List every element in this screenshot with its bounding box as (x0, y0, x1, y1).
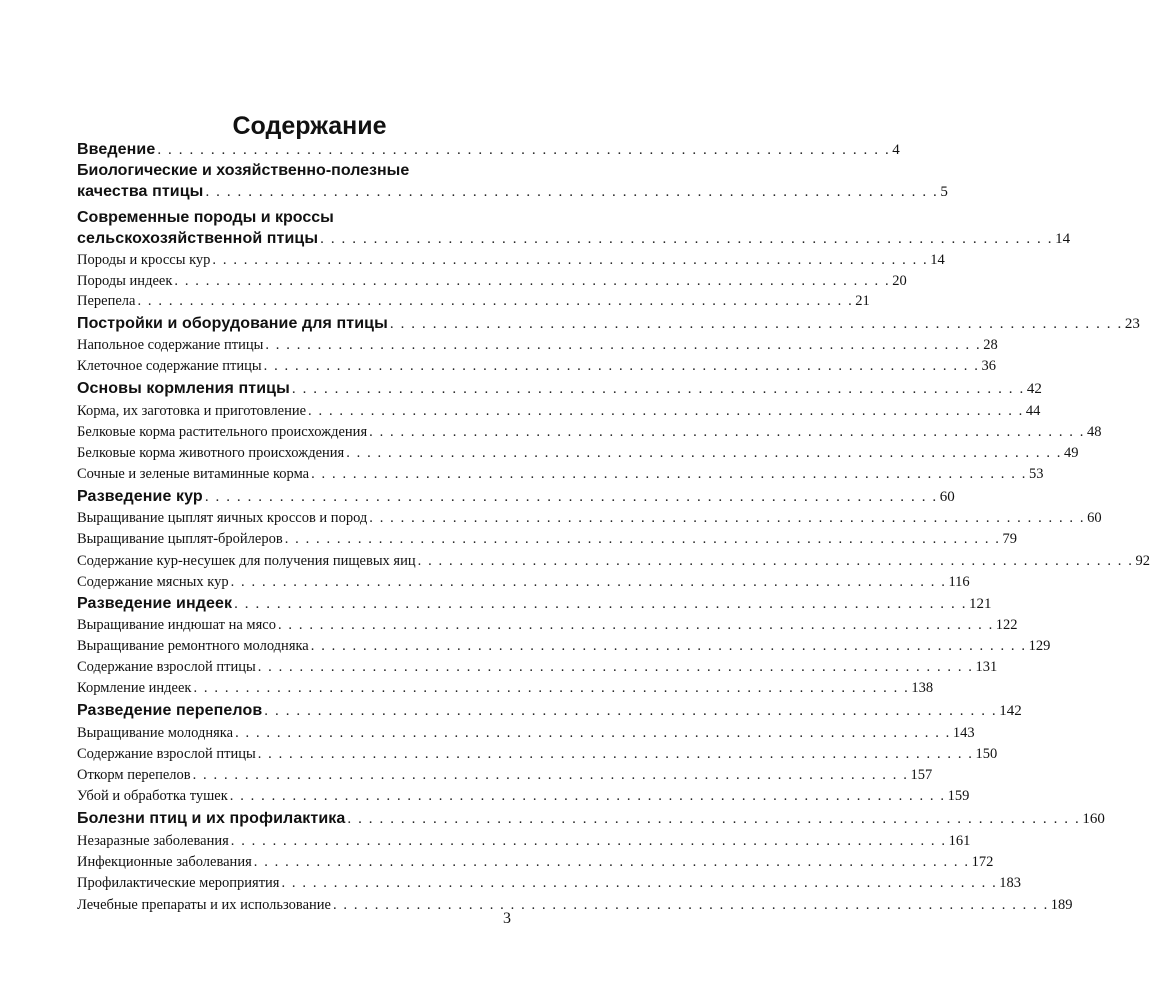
toc-subsection-entry[interactable] (77, 680, 934, 697)
toc-entry-title: Напольное содержание птицы (77, 337, 264, 353)
toc-section-entry[interactable] (77, 230, 1071, 248)
dot-leader: . . . . . . . . . . . . . . . . . . . . . . . . . . . . . . . . . . . . . . . . . . . . . . . . . . . . . . . . . . . . . . . . . . . . . (389, 316, 1123, 332)
toc-entry-page: 14 (1055, 231, 1071, 247)
toc-subsection-entry[interactable] (77, 424, 1102, 441)
toc-entry-title: Содержание взрослой птицы (77, 746, 256, 762)
dot-leader: . . . . . . . . . . . . . . . . . . . . . . . . . . . . . . . . . . . . . . . . . . . . . . . . . . . . . . . . . . . . . . . . . . . . . (193, 680, 910, 696)
toc-section-heading-line: Современные породы и кроссы (77, 209, 334, 226)
toc-entry-title: Содержание кур-несушек для получения пищевых яиц (77, 553, 416, 569)
toc-entry-title: Белковые корма животного происхождения (77, 445, 345, 461)
dot-leader: . . . . . . . . . . . . . . . . . . . . . . . . . . . . . . . . . . . . . . . . . . . . . . . . . . . . . . . . . . . . . . . . . . . . . (311, 466, 1027, 482)
toc-entry-page: 79 (1002, 531, 1018, 547)
toc-subsection-entry[interactable] (77, 358, 996, 375)
toc-entry-page: 172 (971, 854, 994, 870)
toc-subsection-entry[interactable] (77, 337, 998, 354)
dot-leader: . . . . . . . . . . . . . . . . . . . . . . . . . . . . . . . . . . . . . . . . . . . . . . . . . . . . . . . . . . . . . . . . . . . . . (212, 252, 929, 268)
toc-section-entry[interactable] (77, 380, 1042, 398)
toc-entry-title: Содержание взрослой птицы (77, 659, 256, 675)
toc-section-heading-line: Биологические и хозяйственно-полезные (77, 162, 410, 179)
toc-entry-page: 28 (983, 337, 998, 353)
dot-leader: . . . . . . . . . . . . . . . . . . . . . . . . . . . . . . . . . . . . . . . . . . . . . . . . . . . . . . . . . . . . . . . . . . . . . (229, 788, 946, 804)
toc-entry-page: 36 (981, 358, 996, 374)
toc-entry-page: 159 (947, 788, 970, 804)
toc-entry-title: Откорм перепелов (77, 767, 191, 783)
dot-leader: . . . . . . . . . . . . . . . . . . . . . . . . . . . . . . . . . . . . . . . . . . . . . . . . . . . . . . . . . . . . . . . . . . . . . (346, 445, 1063, 461)
toc-entry-title: Незаразные заболевания (77, 833, 229, 849)
toc-subsection-entry[interactable] (77, 531, 1018, 548)
toc-entry-title: Клеточное содержание птицы (77, 358, 262, 374)
dot-leader: . . . . . . . . . . . . . . . . . . . . . . . . . . . . . . . . . . . . . . . . . . . . . . . . . . . . . . . . . . . . . . . . . . . . . (265, 337, 982, 353)
dot-leader: . . . . . . . . . . . . . . . . . . . . . . . . . . . . . . . . . . . . . . . . . . . . . . . . . . . . . . . . . . . . . . . . . . . . . (137, 293, 854, 309)
dot-leader: . . . . . . . . . . . . . . . . . . . . . . . . . . . . . . . . . . . . . . . . . . . . . . . . . . . . . . . . . . . . . . . . . . . . . (417, 553, 1134, 569)
toc-entry-title: Лечебные препараты и их использование (77, 897, 331, 913)
toc-entry-page: 42 (1026, 381, 1042, 397)
toc-entry-page: 138 (911, 680, 934, 696)
toc-subsection-entry[interactable] (77, 725, 975, 742)
dot-leader: . . . . . . . . . . . . . . . . . . . . . . . . . . . . . . . . . . . . . . . . . . . . . . . . . . . . . . . . . . . . . . . . . . . . . (204, 489, 938, 505)
toc-entry-page: 157 (910, 767, 933, 783)
dot-leader: . . . . . . . . . . . . . . . . . . . . . . . . . . . . . . . . . . . . . . . . . . . . . . . . . . . . . . . . . . . . . . . . . . . . . (291, 381, 1025, 397)
dot-leader: . . . . . . . . . . . . . . . . . . . . . . . . . . . . . . . . . . . . . . . . . . . . . . . . . . . . . . . . . . . . . . . . . . . . . (264, 703, 998, 719)
toc-entry-page: 121 (969, 596, 992, 612)
toc-entry-title: качества птицы (77, 183, 204, 200)
toc-subsection-entry[interactable] (77, 293, 870, 310)
toc-entry-title: Породы индеек (77, 273, 173, 289)
dot-leader: . . . . . . . . . . . . . . . . . . . . . . . . . . . . . . . . . . . . . . . . . . . . . . . . . . . . . . . . . . . . . . . . . . . . . (369, 424, 1085, 440)
toc-entry-page: 4 (892, 142, 900, 158)
toc-entry-page: 160 (1082, 811, 1105, 827)
toc-entry-title: Введение (77, 141, 156, 158)
dot-leader: . . . . . . . . . . . . . . . . . . . . . . . . . . . . . . . . . . . . . . . . . . . . . . . . . . . . . . . . . . . . . . . . . . . . . (284, 531, 1001, 547)
toc-subsection-entry[interactable] (77, 445, 1079, 462)
toc-entry-title: Инфекционные заболевания (77, 854, 252, 870)
dot-leader: . . . . . . . . . . . . . . . . . . . . . . . . . . . . . . . . . . . . . . . . . . . . . . . . . . . . . . . . . . . . . . . . . . . . . (174, 273, 891, 289)
toc-entry-page: 5 (940, 184, 948, 200)
toc-subsection-entry[interactable] (77, 788, 970, 805)
toc-section-entry[interactable] (77, 315, 1140, 333)
toc-entry-title: Кормление индеек (77, 680, 192, 696)
toc-entry-title: Содержание мясных кур (77, 574, 229, 590)
toc-entry-page: 143 (952, 725, 975, 741)
dot-leader: . . . . . . . . . . . . . . . . . . . . . . . . . . . . . . . . . . . . . . . . . . . . . . . . . . . . . . . . . . . . . . . . . . . . . (277, 617, 994, 633)
toc-subsection-entry[interactable] (77, 574, 970, 591)
toc-entry-page: 14 (930, 252, 945, 268)
toc-entry-title: Выращивание цыплят яичных кроссов и пород (77, 510, 368, 526)
toc-entry-page: 53 (1028, 466, 1044, 482)
dot-leader: . . . . . . . . . . . . . . . . . . . . . . . . . . . . . . . . . . . . . . . . . . . . . . . . . . . . . . . . . . . . . . . . . . . . . (310, 638, 1027, 654)
dot-leader: . . . . . . . . . . . . . . . . . . . . . . . . . . . . . . . . . . . . . . . . . . . . . . . . . . . . . . . . . . . . . . . . . . . . . (157, 142, 891, 158)
toc-entry-page: 23 (1124, 316, 1140, 332)
toc-entry-page: 44 (1025, 403, 1041, 419)
dot-leader: . . . . . . . . . . . . . . . . . . . . . . . . . . . . . . . . . . . . . . . . . . . . . . . . . . . . . . . . . . . . . . . . . . . . . (263, 358, 980, 374)
toc-entry-page: 20 (892, 273, 907, 289)
toc-entry-page: 48 (1086, 424, 1102, 440)
toc-subsection-entry[interactable] (77, 553, 1150, 570)
toc-entry-page: 49 (1064, 445, 1079, 461)
toc-subsection-entry[interactable] (77, 510, 1102, 527)
toc-subsection-entry[interactable] (77, 875, 1022, 892)
dot-leader: . . . . . . . . . . . . . . . . . . . . . . . . . . . . . . . . . . . . . . . . . . . . . . . . . . . . . . . . . . . . . . . . . . . . . (332, 897, 1049, 913)
toc-section-entry[interactable] (77, 702, 1022, 720)
dot-leader: . . . . . . . . . . . . . . . . . . . . . . . . . . . . . . . . . . . . . . . . . . . . . . . . . . . . . . . . . . . . . . . . . . . . . (257, 659, 974, 675)
dot-leader: . . . . . . . . . . . . . . . . . . . . . . . . . . . . . . . . . . . . . . . . . . . . . . . . . . . . . . . . . . . . . . . . . . . . . (320, 231, 1054, 247)
toc-entry-page: 60 (939, 489, 955, 505)
toc-subsection-entry[interactable] (77, 746, 998, 763)
toc-subsection-entry[interactable] (77, 252, 945, 269)
toc-subsection-entry[interactable] (77, 897, 1073, 914)
toc-entry-page: 142 (999, 703, 1022, 719)
toc-entry-page: 116 (948, 574, 970, 590)
dot-leader: . . . . . . . . . . . . . . . . . . . . . . . . . . . . . . . . . . . . . . . . . . . . . . . . . . . . . . . . . . . . . . . . . . . . . (308, 403, 1024, 419)
toc-entry-title: Сочные и зеленые витаминные корма (77, 466, 310, 482)
toc-section-entry[interactable] (77, 810, 1105, 828)
toc-section-entry[interactable] (77, 595, 992, 613)
dot-leader: . . . . . . . . . . . . . . . . . . . . . . . . . . . . . . . . . . . . . . . . . . . . . . . . . . . . . . . . . . . . . . . . . . . . . (234, 596, 968, 612)
toc-entry-title: Породы и кроссы кур (77, 252, 211, 268)
dot-leader: . . . . . . . . . . . . . . . . . . . . . . . . . . . . . . . . . . . . . . . . . . . . . . . . . . . . . . . . . . . . . . . . . . . . . (253, 854, 970, 870)
dot-leader: . . . . . . . . . . . . . . . . . . . . . . . . . . . . . . . . . . . . . . . . . . . . . . . . . . . . . . . . . . . . . . . . . . . . . (257, 746, 974, 762)
dot-leader: . . . . . . . . . . . . . . . . . . . . . . . . . . . . . . . . . . . . . . . . . . . . . . . . . . . . . . . . . . . . . . . . . . . . . (235, 725, 951, 741)
page-number: 3 (503, 910, 511, 927)
toc-entry-title: Разведение кур (77, 488, 203, 505)
dot-leader: . . . . . . . . . . . . . . . . . . . . . . . . . . . . . . . . . . . . . . . . . . . . . . . . . . . . . . . . . . . . . . . . . . . . . (192, 767, 909, 783)
dot-leader: . . . . . . . . . . . . . . . . . . . . . . . . . . . . . . . . . . . . . . . . . . . . . . . . . . . . . . . . . . . . . . . . . . . . . (347, 811, 1081, 827)
toc-entry-title: Убой и обработка тушек (77, 788, 228, 804)
toc-entry-title: сельскохозяйственной птицы (77, 230, 319, 247)
toc-entry-title: Разведение перепелов (77, 702, 263, 719)
toc-section-entry[interactable] (77, 141, 900, 159)
page-title: Содержание (232, 112, 387, 140)
dot-leader: . . . . . . . . . . . . . . . . . . . . . . . . . . . . . . . . . . . . . . . . . . . . . . . . . . . . . . . . . . . . . . . . . . . . . (230, 574, 947, 590)
toc-entry-page: 21 (855, 293, 870, 309)
toc-subsection-entry[interactable] (77, 617, 1018, 634)
toc-entry-page: 183 (999, 875, 1022, 891)
toc-section-entry[interactable] (77, 183, 948, 201)
toc-subsection-entry[interactable] (77, 273, 907, 290)
toc-entry-title: Постройки и оборудование для птицы (77, 315, 388, 332)
toc-entry-page: 129 (1028, 638, 1051, 654)
toc-entry-title: Выращивание индюшат на мясо (77, 617, 276, 633)
dot-leader: . . . . . . . . . . . . . . . . . . . . . . . . . . . . . . . . . . . . . . . . . . . . . . . . . . . . . . . . . . . . . . . . . . . . . (205, 184, 939, 200)
toc-entry-title: Разведение индеек (77, 595, 233, 612)
toc-entry-page: 150 (975, 746, 998, 762)
toc-entry-title: Болезни птиц и их профилактика (77, 810, 346, 827)
toc-entry-title: Перепела (77, 293, 136, 309)
toc-subsection-entry[interactable] (77, 638, 1051, 655)
toc-entry-page: 189 (1050, 897, 1073, 913)
toc-entry-title: Выращивание ремонтного молодняка (77, 638, 309, 654)
toc-entry-title: Профилактические мероприятия (77, 875, 280, 891)
dot-leader: . . . . . . . . . . . . . . . . . . . . . . . . . . . . . . . . . . . . . . . . . . . . . . . . . . . . . . . . . . . . . . . . . . . . . (230, 833, 947, 849)
toc-entry-page: 122 (995, 617, 1018, 633)
toc-entry-page: 131 (975, 659, 998, 675)
toc-entry-title: Корма, их заготовка и приготовление (77, 403, 307, 419)
toc-entry-title: Белковые корма растительного происхождения (77, 424, 368, 440)
toc-section-entry[interactable] (77, 488, 955, 506)
toc-subsection-entry[interactable] (77, 833, 971, 850)
toc-entry-title: Основы кормления птицы (77, 380, 290, 397)
dot-leader: . . . . . . . . . . . . . . . . . . . . . . . . . . . . . . . . . . . . . . . . . . . . . . . . . . . . . . . . . . . . . . . . . . . . . (281, 875, 998, 891)
toc-subsection-entry[interactable] (77, 659, 998, 676)
toc-entry-page: 161 (948, 833, 971, 849)
toc-subsection-entry[interactable] (77, 854, 994, 871)
toc-subsection-entry[interactable] (77, 403, 1041, 420)
toc-entry-title: Выращивание цыплят-бройлеров (77, 531, 283, 547)
toc-entry-page: 92 (1135, 553, 1150, 569)
dot-leader: . . . . . . . . . . . . . . . . . . . . . . . . . . . . . . . . . . . . . . . . . . . . . . . . . . . . . . . . . . . . . . . . . . . . . (369, 510, 1086, 526)
toc-subsection-entry[interactable] (77, 767, 933, 784)
toc-entry-title: Выращивание молодняка (77, 725, 234, 741)
toc-subsection-entry[interactable] (77, 466, 1044, 483)
toc-entry-page: 60 (1087, 510, 1102, 526)
